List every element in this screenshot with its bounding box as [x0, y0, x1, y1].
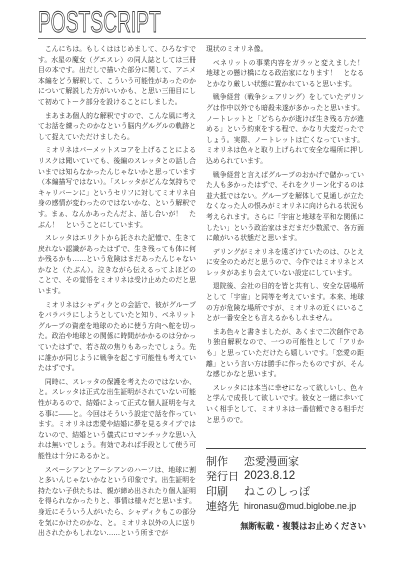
colophon-row-issue-date: [206, 469, 366, 484]
body-paragraph: まあ色々と書きましたが、あくまで二次創作であり独自解釈なので、一つの可能性として「アリかも」と思っていただけたら嬉しいです。「恋愛の距離」という言い方は勝手に作ったものですが、そんな感じかなと思います。: [206, 327, 364, 379]
body-paragraph: スレッタには本当に幸せになって欲しいし、色々と学んで成長して欲しいです。彼女と一緒に歩いていく相手として、ミオリネは一番信頼できる相手だと思うので。: [206, 383, 364, 424]
title-divider: [38, 38, 366, 39]
body-column-right: [206, 44, 371, 428]
colophon-value-circle: 恋愛漫画家: [244, 455, 299, 468]
colophon-row-printer: [206, 484, 366, 499]
body-paragraph: ベネリットの事業内容をガラッと変えました！ 地球との懸け橋になる政治家になります！ となるとかなり厳しい状態に置かれていると思います。: [206, 58, 371, 88]
body-paragraph: ミオリネはパーメットスコアを上げることによるリスクは聞いていても、後編のスレッタとの話し合いまでは知らなかったんじゃないかと思っています（本編描写ではない）。「スレッタがどんな気持ちでキャリバーンに」というセリフに対してミオリネ自身の感情が変わったのではないかな、という解釈です。まぁ、なんかあったんだよ、話し合いが！ たぶん！ ということにしています。: [38, 146, 196, 229]
reproduction-notice: 無断転載・複製はお止めください: [240, 521, 366, 531]
colophon-label: 制作: [206, 455, 228, 468]
body-paragraph-continued: 現状のミオリネ像。: [206, 45, 268, 53]
colophon-label: 印刷: [206, 485, 228, 498]
colophon-label: 発行日: [206, 470, 239, 483]
colophon-row-production: [206, 454, 366, 469]
body-paragraph: こんにちは。もしくははじめまして、ひろなすです。水星の魔女（グエスレ）の同人誌としては三冊目の本です。出だしで描いた部分に関して、アニメ本編をどう解釈して、こういう可能性があったのかについて解説した方がいいかも、と思い三冊目にして初めてトーク部分を設けることにしました。: [38, 45, 196, 106]
body-paragraph: 戦争経営と言えばグループのおかげで儲かっていた人も多かったはずで、それをクリーン化するのは並大抵ではない。グループを解体して見通しが立たなくなった人の恨みがミオリネに向けられる状況も考えられます。さらに「宇宙と地球を平和な関係にしたい」という政治家はまだまだ少数派で、各方面に敵がいる状態だと思います。: [206, 170, 364, 243]
colophon-value-date: 2023.8.12: [244, 470, 296, 482]
body-paragraph: デリングがミオリネを遠ざけていたのは、ひとえに安全のためだと思うので、今作ではミオリネとスレッタがあまり会えていない設定にしています。: [206, 247, 364, 277]
body-paragraph: 戦争経営（戦争シェアリング）をしていたデリングは作中以外でも暗殺未遂が多かったと思います。ノートレットと「どちらかが逝けば生き残る方が進める」という約束をする程で、かなり大変だったでしょう。実際、ノートレットは亡くなっています。ミオリネは色々と取り上げられて安全な場所に押し込められています。: [206, 93, 364, 165]
page-title: POSTSCRIPT: [38, 6, 161, 39]
body-paragraph: まあまあ個人的な解釈ですので、こんな風に考えてお話を練ったのかなという脳内グルグルの軌跡として捉えていただけましたら。: [38, 111, 196, 141]
body-paragraph: スレッタはエリクトから託された記憶で、生きて戻れない認識があったはずで、生き残っても体に何か残るかも……という危険はまだあったんじゃないかなと（たぶん）。泣きながら伝えるってよほどのことで、その覚悟をミオリネは受け止めたのだと思います。: [38, 234, 196, 296]
colophon-value-email: hironasu@mud.biglobe.ne.jp: [244, 501, 357, 511]
body-paragraph: スペーシアンとアーシアンのハーフは、地球に割と多いんじゃないかなという印象です。出生証明を持たない子供たちは、親が締め出されたり個人証明を得られなかったりと、事情は様々だと思います。身近にそういう人がいたら、シャディクもこの部分を気にかけたのかな、と。ミオリネ以外の人に送り出されたかもしれない……という所までが: [38, 465, 196, 538]
colophon-label: 連絡先: [206, 500, 239, 513]
body-paragraph: ミオリネはシャディクとの会話で、彼がグループをバラバラにしようとしていたと知り、ベネリットグループの資産を地球のために使う方向へ舵を切った。政治や地球との関係に時間がかかるのは分かっていたはずで、若さ故の焦りもあったでしょう。先に誰かが同じように戦争を起こす可能性も考えていたはずです。: [38, 300, 196, 373]
colophon-value-printer: ねこのしっぽ: [244, 485, 310, 498]
body-column-left: [38, 44, 196, 542]
body-paragraph: 退院後、会社の目的を皆と共有し、安全な居場所として「宇宙」と同等を考えています。本来、地球の方が危険な場所ですが、ミオリネの近くにいることが一番安全とも言えるかもしれません。: [206, 282, 364, 323]
colophon: [206, 448, 366, 533]
body-paragraph: 同時に、スレッタの保護を考えたのではないか、と。スレッタは正式な出生証明がされていない可能性があるので、結婚によって正式な個人証明を与える事に――と。今回はそういう設定で話を作っています。ミオリネは恋愛や結婚に夢を見るタイプではないので、結婚という儀式にロマンチックな思い入れは無いでしょう。有効であれば手段として使う可能性は十分にあるかと。: [38, 377, 196, 460]
colophon-row-contact: [206, 499, 366, 514]
